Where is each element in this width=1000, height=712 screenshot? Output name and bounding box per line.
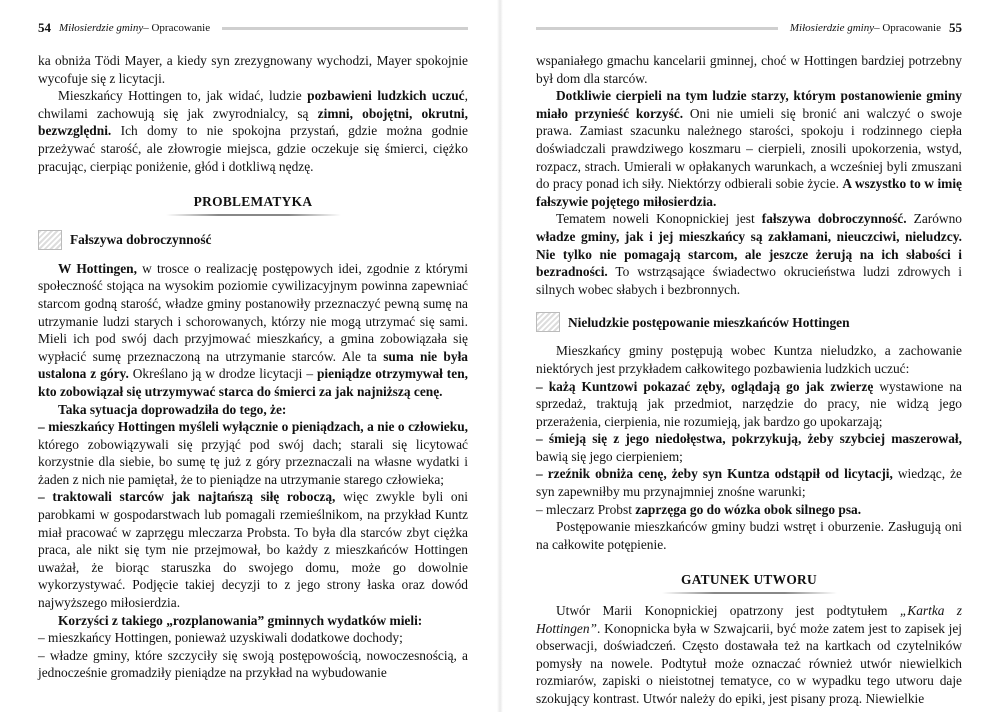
list-item: – rzeźnik obniża cenę, żeby syn Kuntza odstąpił od licytacji, wiedząc, że syn zapewniłby mu przynajmniej znośne warunki; [536,466,962,500]
right-body-text [536,52,962,708]
page-number: 54 [38,20,51,35]
list-item: – mieszkańcy Hottingen, ponieważ uzyskiwali dodatkowe dochody; [38,630,403,646]
left-running-header [38,18,468,38]
list-item: – mieszkańcy Hottingen myśleli wyłącznie o pieniądzach, a nie o człowieku, którego zobowiązywali się przyjąć pod swój dach; starali się licytować korzystnie dla siebie, bo sumę tę już z góry przeznaczali na własne wydatki i żaden z nich nie pamiętał, że to pieniądze na utrzymanie starego człowieka; [38,419,468,487]
right-running-header [536,18,962,38]
running-section: – Opracowanie [874,22,941,34]
header-rule [222,27,468,30]
paragraph: Mieszkańcy Hottingen to, jak widać, ludzie pozbawieni ludzkich uczuć, chwilami zachowują się jak zwyrodnialcy, są zimni, obojętni, okrutni, bezwzględni. Ich domy to nie spokojna przystań, gdzie można godnie przeżywać starość, ale złowrogie miejsca, gdzie oczekuje się śmierci, ciężko pracując, cierpiąc poniżenie, głód i dotkliwą nędzę. [38,88,468,174]
paragraph: Korzyści z takiego „rozplanowania” gminnych wydatków mieli: [58,612,423,628]
list-item: – traktowali starców jak najtańszą siłę roboczą, więc zwykle byli oni parobkami w gospodarstwach lub pomagali rzemieślnikom, na przykład Kuntz miał pracować w zaprzęgu mleczarza Probsta. To była dla starców zbyt ciężka praca, ale nikt się tym nie przejmował, bo każdy z mieszkańców Hottingen uważał, że biorąc staruszka do swojego domu, może go dowolnie wykorzystywać. Podjęcie takiej decyzji to z jego strony łaska oraz dowód najwyższego miłosierdzia. [38,489,469,611]
list-item: – każą Kuntzowi pokazać zęby, oglądają go jak zwierzę wystawione na sprzedaż, traktują jak przedmiot, narzędzie do pracy, nie widzą jego przerażenia, cierpienia, nie rozumieją, jak bardzo go upokarzają; [536,378,962,429]
heading-underline [166,214,341,216]
paragraph: ka obniża Tödi Mayer, a kiedy syn zrezygnowany wychodzi, Mayer spokojnie wycofuje się z licytacji. [38,53,468,86]
page-number: 55 [949,20,962,35]
paragraph: wspaniałego gmachu kancelarii gminnej, choć w Hottingen bardziej potrzebny był dom dla starców. [536,53,962,86]
list-item: – mleczarz Probst zaprzęga go do wózka obok silnego psa. [536,501,862,517]
running-section: – Opracowanie [143,22,211,34]
section-marker-icon [536,312,560,332]
paragraph: Mieszkańcy gminy postępują wobec Kuntza nieludzko, a zachowanie niektórych jest przykładem całkowitego pozbawienia ludzkich uczuć: [536,343,962,376]
paragraph: Taka sytuacja doprowadziła do tego, że: [58,401,287,417]
running-title: Miłosierdzie gminy [59,22,144,34]
section-marker-icon [38,230,62,250]
subsection-heading: Fałszywa dobroczynność [38,230,468,250]
paragraph: Postępowanie mieszkańców gminy budzi wstręt i oburzenie. Zasługują oni na całkowite potępienie. [536,519,962,552]
running-title: Miłosierdzie gminy [789,22,875,34]
right-page [500,0,1000,712]
paragraph: Utwór Marii Konopnickiej opatrzony jest podtytułem „Kartka z Hottingen”. Konopnicka była w Szwajcarii, być może zatem jest to zapisek jej obserwacji, doświadczeń. Często dostawała też na kartkach od czytelników pomysły na nowele. Podtytuł może oznaczać również utwór niewielkich rozmiarów, zapiski o nieistotnej tematyce, co w wypadku tego utworu daje szokujący kontrast. Utwór należy do epiki, jest pisany prozą. Niewielkie [536,603,963,706]
list-item: – władze gminy, które szczyciły się swoją postępowością, nowoczesnością, a jednocześnie gromadziły pieniądze na przykład na wybudowanie [38,647,468,681]
subsection-heading: Nieludzkie postępowanie mieszkańców Hottingen [536,312,962,332]
paragraph: W Hottingen, w trosce o realizację postępowych idei, zgodnie z którymi społeczność stojąca na wysokim poziomie cywilizacyjnym powinna zapewniać starcom godną starość, władze gminy postanowiły przeznaczyć pewną sumę na utrzymanie ludzi starych i schorowanych, którzy nie mogą utrzymać się sami. Mieli ich pod swój dach przyjmować mieszkańcy, a gmina zobowiązała się wypłacić sumę przeznaczoną na utrzymanie starców. Ale ta suma nie była ustalona z góry. Określano ją w drodze licytacji – pieniądze otrzymywał ten, kto zobowiązał się utrzymywać starca do śmierci za jak najniższą cenę. [38,260,468,399]
chapter-heading: GATUNEK UTWORU [536,571,962,594]
paragraph: Tematem noweli Konopnickiej jest fałszywa dobroczynność. Zarówno władze gminy, jak i jej mieszkańcy są zakłamani, nieuczciwi, nieludzcy. Nie tylko nie pomagają starcom, ale jeszcze żerują na ich słabości i bezradności. To wstrząsające świadectwo okrucieństwa ludzi zdrowych i silnych wobec słabych i bezbronnych. [536,211,962,297]
heading-underline [662,592,837,594]
list-item: – śmieją się z jego niedołęstwa, pokrzykują, żeby szybciej maszerował, bawią się jego cierpieniem; [536,431,962,464]
chapter-heading: PROBLEMATYKA [38,193,468,216]
paragraph: Dotkliwie cierpieli na tym ludzie starzy, którym postanowienie gminy miało przynieść korzyść. Oni nie umieli się bronić ani walczyć o swoje prawa. Zamiast szacunku należnego starości, spokoju i rodzinnego ciepła doświadczali prawdziwego koszmaru – cierpieli, znosili upokorzenia, wstyd, rozpacz, strach. Umierali w opłakanych warunkach, a wcześniej byli zmuszani do pracy ponad ich siły. Niektórzy odbierali sobie życie. A wszystko to w imię fałszywie pojętego miłosierdzia. [536,88,963,209]
header-rule [536,27,778,30]
left-body-text [38,52,468,682]
